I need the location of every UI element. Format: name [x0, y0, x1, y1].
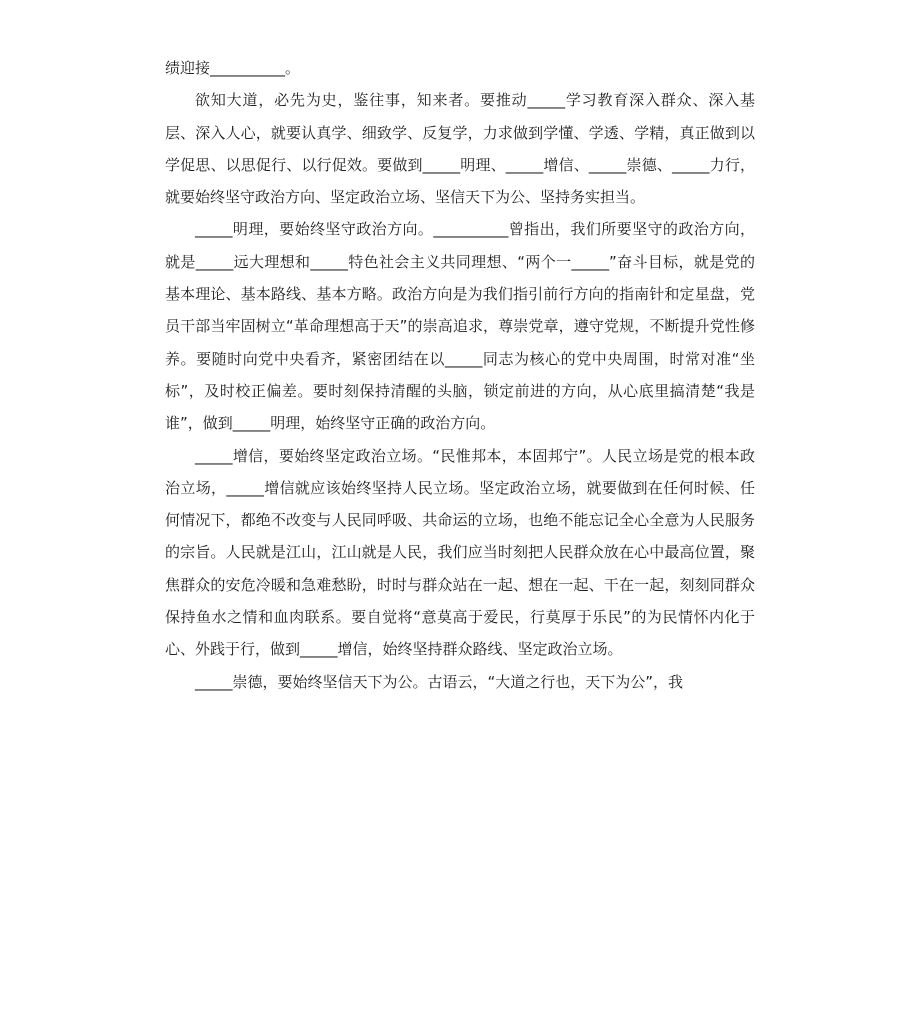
paragraph-intro: 欲知大道，必先为史，鉴往事，知来者。要推动_____学习教育深入群众、深入基层、深入人心，就要认真学、细致学、反复学，力求做到学懂、学透、学精，真正做到以学促思、以思促行、以行促效。要做到_____明理、_____增信、_____崇德、_____力行，就要始终坚守政治方向、坚定政治立场、坚信天下为公、坚持务实担当。 — [165, 91, 755, 207]
paragraph-continuation: 绩迎接__________。 — [165, 59, 301, 77]
paragraph-chongde: _____崇德，要始终坚信天下为公。古语云，“大道之行也，天下为公”，我 — [195, 672, 684, 691]
document-body — [165, 52, 755, 698]
paragraph-mingli: _____明理，要始终坚守政治方向。__________曾指出，我们所要坚守的政治方向，就是_____远大理想和_____特色社会主义共同理想、“两个一_____”奋斗目标，就是党的基本理论、基本路线、基本方略。政治方向是为我们指引前行方向的指南针和定星盘，党员干部当牢固树立“革命理想高于天”的崇高追求，尊崇党章，遵守党规，不断提升党性修养。要随时向党中央看齐，紧密团结在以_____同志为核心的党中央周围，时常对准“坐标”，及时校正偏差。要时刻保持清醒的头脑，锁定前进的方向，从心底里搞清楚“我是谁”，做到_____明理，始终坚守正确的政治方向。 — [165, 220, 755, 433]
paragraph-zengxin: _____增信，要始终坚定政治立场。“民惟邦本，本固邦宁”。人民立场是党的根本政治立场，_____增信就应该始终坚持人民立场。坚定政治立场，就要做到在任何时候、任何情况下，都绝不改变与人民同呼吸、共命运的立场，也绝不能忘记全心全意为人民服务的宗旨。人民就是江山，江山就是人民，我们应当时刻把人民群众放在心中最高位置，聚焦群众的安危冷暖和急难愁盼，时时与群众站在一起、想在一起、干在一起，刻刻同群众保持鱼水之情和血肉联系。要自觉将“意莫高于爱民，行莫厚于乐民”的为民情怀内化于心、外践于行，做到_____增信，始终坚持群众路线、坚定政治立场。 — [165, 446, 755, 659]
